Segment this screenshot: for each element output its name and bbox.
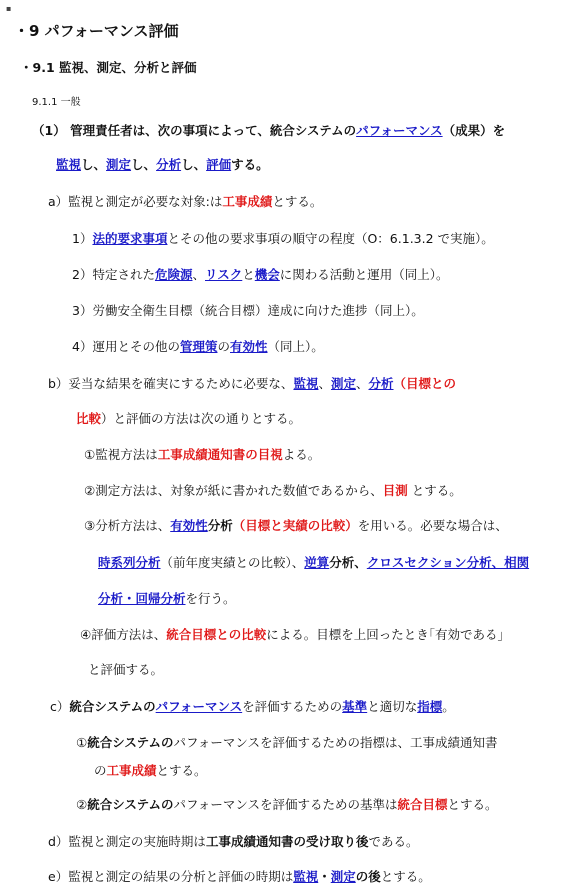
- link-regression-analysis[interactable]: 分析・回帰分析: [98, 591, 186, 606]
- link-reverse-calculation[interactable]: 逆算: [304, 555, 330, 570]
- item-b-line-1: [48, 376, 456, 391]
- section-heading-9-1-1: 9.1.1 一般: [32, 97, 81, 108]
- paragraph-number: （1）: [32, 123, 66, 138]
- item-c-1-line-2: [94, 763, 207, 778]
- text-span: とする。: [407, 483, 462, 498]
- text-span: による。目標を上回ったとき｢有効である｣: [266, 627, 504, 642]
- text-span: と適切な: [367, 699, 418, 714]
- emphasis-text: 比較: [76, 411, 102, 426]
- text-span: ②: [76, 797, 88, 812]
- link-risk[interactable]: リスク: [205, 267, 243, 282]
- link-kanshi[interactable]: 監視: [293, 376, 319, 391]
- text-span: 、: [355, 376, 369, 391]
- text-span: の後: [355, 869, 381, 884]
- text-span: ①: [76, 735, 88, 750]
- text-span: ③分析方法は、: [84, 518, 171, 533]
- item-b-3-line-3: [98, 591, 236, 606]
- item-b-2: [84, 483, 462, 498]
- page-corner-mark: ▪: [6, 4, 12, 13]
- link-bunseki[interactable]: 分析: [368, 376, 394, 391]
- link-cross-section-analysis[interactable]: クロスセクション分析、相関: [366, 555, 530, 570]
- item-c-2: [76, 797, 498, 812]
- emphasis-text: 統合目標: [397, 797, 448, 812]
- link-performance[interactable]: パフォーマンス: [155, 699, 243, 714]
- text-span: e）監視と測定の結果の分析と評価の時期は: [48, 869, 294, 884]
- item-a-2: [72, 267, 449, 282]
- text-span: 分析、: [329, 555, 367, 570]
- text-span: 、: [192, 267, 205, 282]
- item-b-3-line-2: [98, 555, 529, 570]
- text-span: 。: [442, 699, 455, 714]
- item-d: [48, 834, 418, 849]
- link-sokutei[interactable]: 測定: [106, 157, 132, 172]
- text-span: d）監視と測定の実施時期は: [48, 834, 206, 849]
- text-span: とする。: [380, 869, 431, 884]
- link-indicator[interactable]: 指標: [417, 699, 443, 714]
- link-bunseki[interactable]: 分析: [156, 157, 182, 172]
- text-span: 1）: [72, 231, 93, 246]
- text-span: し、: [131, 157, 157, 172]
- text-span: を行う。: [185, 591, 236, 606]
- link-legal-requirements[interactable]: 法的要求事項: [92, 231, 168, 246]
- link-time-series-analysis[interactable]: 時系列分析: [98, 555, 161, 570]
- link-hyoka[interactable]: 評価: [206, 157, 232, 172]
- section-heading-9-1: ・9.1 監視、測定、分析と評価: [20, 60, 197, 75]
- link-hazard[interactable]: 危険源: [154, 267, 193, 282]
- text-span: ④評価方法は、: [80, 627, 167, 642]
- text-span: とその他の要求事項の順守の程度（O：6.1.3.2 で実施）。: [167, 231, 494, 246]
- item-b-1: [84, 447, 320, 462]
- item-b-3-line-1: [84, 518, 508, 533]
- text-span: し、: [81, 157, 107, 172]
- text-span: に関わる活動と運用（同上）。: [279, 267, 449, 282]
- text-span: を評価するための: [242, 699, 343, 714]
- text-span: とする。: [272, 194, 323, 209]
- text-span: とする。: [447, 797, 498, 812]
- item-e: [48, 869, 431, 884]
- link-opportunity[interactable]: 機会: [254, 267, 280, 282]
- text-span: ②測定方法は、対象が紙に書かれた数値であるから、: [84, 483, 383, 498]
- text-span: の: [217, 339, 230, 354]
- link-effectiveness[interactable]: 有効性: [230, 339, 268, 354]
- text-span: 2）特定された: [72, 267, 155, 282]
- text-span: 統合システムの: [87, 735, 174, 750]
- text-span: 、: [318, 376, 331, 391]
- item-c: [50, 699, 455, 714]
- text-span: よる。: [282, 447, 321, 462]
- link-sokutei[interactable]: 測定: [330, 869, 356, 884]
- link-sokutei[interactable]: 測定: [330, 376, 356, 391]
- text-span: （成果）を: [442, 123, 506, 138]
- text-span: とする。: [156, 763, 207, 778]
- text-span: する。: [231, 157, 269, 172]
- text-span: パフォーマンスを評価するための基準は: [173, 797, 398, 812]
- text-span: の: [94, 763, 107, 778]
- link-controls[interactable]: 管理策: [179, 339, 218, 354]
- emphasis-text: （目標との: [393, 376, 457, 391]
- item-b-line-2: [76, 411, 301, 426]
- text-span: 4）運用とその他の: [72, 339, 180, 354]
- emphasis-text: （目標と実績の比較）: [232, 518, 358, 533]
- text-span: （同上）。: [267, 339, 324, 354]
- text-span: b）妥当な結果を確実にするために必要な、: [48, 376, 294, 391]
- text-span: パフォーマンスを評価するための指標は、工事成績通知書: [173, 735, 498, 750]
- text-span: （前年度実績との比較）、: [160, 555, 305, 570]
- text-span: 統合システムの: [87, 797, 174, 812]
- emphasis-text: 工事成績: [106, 763, 157, 778]
- link-kanshi[interactable]: 監視: [293, 869, 319, 884]
- emphasis-text: 目測: [382, 483, 408, 498]
- item-a-4: [72, 339, 324, 354]
- item-a-3: 3）労働安全衛生目標（統合目標）達成に向けた進捗（同上）。: [72, 303, 424, 318]
- item-b-4-line-2: と評価する。: [88, 662, 164, 677]
- link-effectiveness[interactable]: 有効性: [170, 518, 208, 533]
- link-kanshi[interactable]: 監視: [56, 157, 82, 172]
- emphasis-text: 工事成績通知書の目視: [157, 447, 283, 462]
- text-span: である。: [368, 834, 419, 849]
- paragraph-1-line-1: [32, 123, 505, 138]
- text-span: 統合システムの: [69, 699, 156, 714]
- link-performance[interactable]: パフォーマンス: [356, 123, 443, 138]
- item-a: [48, 194, 322, 209]
- item-a-1: [72, 231, 494, 246]
- text-span: c）: [50, 699, 70, 714]
- text-span: 工事成績通知書の受け取り後: [205, 834, 369, 849]
- item-c-1-line-1: [76, 735, 498, 750]
- text-span: ・: [318, 869, 331, 884]
- text-span: 分析: [207, 518, 233, 533]
- text-span: ）と評価の方法は次の通りとする。: [101, 411, 302, 426]
- text-span: 管理責任者は、次の事項によって、統合システムの: [70, 123, 357, 138]
- text-span: し、: [181, 157, 207, 172]
- item-b-4-line-1: [80, 627, 504, 642]
- link-criteria[interactable]: 基準: [342, 699, 368, 714]
- text-span: と: [242, 267, 255, 282]
- emphasis-text: 統合目標との比較: [166, 627, 267, 642]
- emphasis-text: 工事成績: [222, 194, 273, 209]
- text-span: ①監視方法は: [84, 447, 158, 462]
- text-span: a）監視と測定が必要な対象:は: [48, 194, 223, 209]
- text-span: を用いる。必要な場合は、: [357, 518, 508, 533]
- paragraph-1-line-2: [56, 157, 269, 172]
- section-heading-9: ・9 パフォーマンス評価: [14, 22, 179, 40]
